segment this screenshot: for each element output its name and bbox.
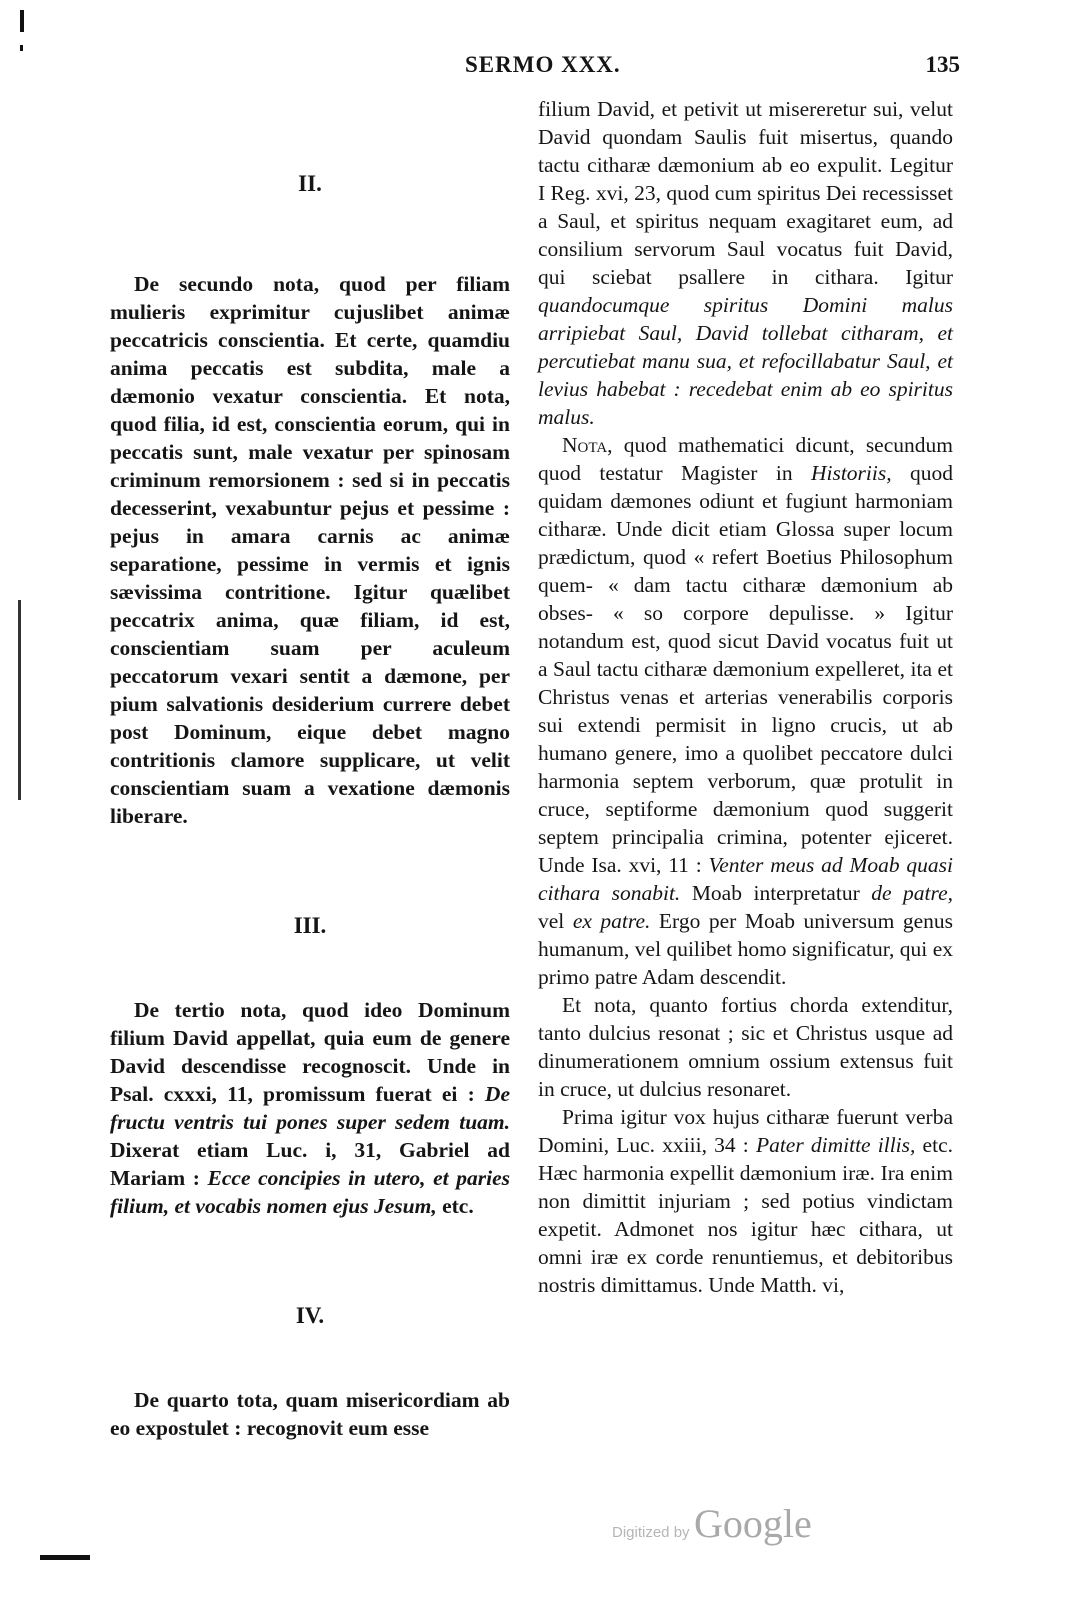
text-run: Moab interpretatur xyxy=(680,881,872,905)
page-number: 135 xyxy=(925,52,960,77)
italic-quote: Pater dimitte illis, xyxy=(755,1133,916,1157)
section-heading-2: II. xyxy=(298,171,322,196)
page-header xyxy=(110,52,960,84)
scan-mark xyxy=(40,1555,90,1560)
text-run: quod quidam dæmones odiunt et fugiunt harmoniam citharæ. Unde dicit etiam Glossa super locum prædictum, quod « refert Boetius Philosophum quem- « dam tactu citharæ dæmonium ab obses- « so corpore depulisse. » Igitur notandum est, quod sicut David vocatus fuit ut a Saul tactu citharæ dæmonium expelleret, ita et Christus venas et arterias venerabilis corporis sui extendi permisit in ligno crucis, ut ab humano genere, imo a quolibet peccatore dulci harmonia septem verborum, quæ protulit in cruce, septiforme dæmonium quod suggerit septem principalia crimina, potenter ejiceret. Unde Isa. xvi, 11 : xyxy=(538,461,954,877)
right-paragraph-2 xyxy=(538,431,953,991)
text-run: etc. xyxy=(436,1194,474,1218)
digitized-by-text: Digitized by xyxy=(612,1524,690,1541)
google-watermark xyxy=(612,1500,812,1547)
paragraph-section-3 xyxy=(110,996,510,1220)
italic-text: ex patre. xyxy=(572,909,651,933)
text-run: De tertio nota, quod ideo Dominum filium David appellat, quia eum de genere David descendisse recognoscit. Unde in Psal. cxxxi, 11, promissum fuerat ei : xyxy=(110,998,510,1106)
text-run: quod mathematici dicunt, secundum quod testatur Magister in xyxy=(538,433,953,485)
italic-quote: Venter meus ad Moab quasi cithara sonabit. xyxy=(538,853,953,905)
text-run: filium David, et petivit ut misereretur sui, velut David quondam Saulis fuit misertus, quando tactu citharæ dæmonium ab eo expulit. Legitur I Reg. xvi, 23, quod cum spiritus Dei recessisset a Saul, et spiritus nequam exagitaret eum, ad consilium servorum Saul vocatus fuit David, qui sciebat psallere in cithara. Igitur xyxy=(538,97,954,289)
text-run: vel xyxy=(538,909,573,933)
text-run: etc. Hæc harmonia expellit dæmonium iræ. Ira enim non dimittit injuriam ; sed potius vindictam expetit. Admonet nos igitur hæc cithara, ut omni iræ ex corde renuntiemus, et debitoribus nostris dimittamus. Unde Matth. vi, xyxy=(538,1133,953,1297)
section-heading-4: IV. xyxy=(295,1303,325,1328)
italic-quote: quandocumque spiritus Domini malus arripiebat Saul, David tollebat citharam, et percutiebat manu sua, et refocillabatur Saul, et levius habebat : recedebat enim ab eo spiritus malus. xyxy=(538,293,953,429)
scan-mark xyxy=(18,600,21,800)
italic-quote: Ecce concipies in utero, et paries filium, et vocabis nomen ejus Jesum, xyxy=(110,1166,510,1218)
right-paragraph-3: Et nota, quanto fortius chorda extenditur, tanto dulcius resonat ; sic et Christus usque ad dinumerationem omnium ossium extensus fuit in cruce, ut dulcius resonaret. xyxy=(538,993,953,1101)
text-run: Ergo per Moab universum genus humanum, vel quilibet homo significatur, qui ex primo patre Adam descendit. xyxy=(538,909,953,989)
google-logo-text: Google xyxy=(694,1501,812,1546)
right-paragraph-1 xyxy=(538,95,953,431)
italic-text: de patre, xyxy=(871,881,953,905)
running-title: SERMO XXX. xyxy=(465,52,621,77)
italic-quote: De fructu ventris tui pones super sedem tuam. xyxy=(110,1082,510,1134)
scan-mark xyxy=(20,10,24,32)
italic-text: Historiis, xyxy=(810,461,892,485)
right-column xyxy=(538,95,953,1299)
scan-mark xyxy=(20,45,23,51)
text-run: Prima igitur vox hujus citharæ fuerunt verba Domini, Luc. xxiii, 34 : xyxy=(538,1105,953,1157)
paragraph-section-4: De quarto tota, quam misericordiam ab eo expostulet : recognovit eum esse xyxy=(110,1388,510,1440)
text-run: Dixerat etiam Luc. i, 31, Gabriel ad Mariam : xyxy=(110,1138,510,1190)
small-caps-lead: Nota, xyxy=(562,433,613,457)
left-column xyxy=(110,170,510,1442)
section-heading-3: III. xyxy=(293,913,327,938)
paragraph-section-2: De secundo nota, quod per filiam mulieris exprimitur cujuslibet animæ peccatricis conscientia. Et certe, quamdiu anima peccatis est subdita, male a dæmonio vexatur conscientia. Et nota, quod filia, id est, conscientia eorum, qui in peccatis sunt, male vexatur per spinosam criminum remorsionem : sed si in peccatis decesserint, vexabuntur pejus et pessime : pejus in amara carnis ac animæ separatione, pessime in vermis et ignis sævissima contritione. Igitur quælibet peccatrix anima, quæ filiam, id est, conscientiam suam per aculeum peccatorum vexari sentit a dæmone, per pium salvationis desiderium currere debet post Dominum, eique debet magno contritionis clamore supplicare, ut velit conscientiam suam a vexatione dæmonis liberare. xyxy=(110,272,510,828)
right-paragraph-4 xyxy=(538,1103,953,1299)
